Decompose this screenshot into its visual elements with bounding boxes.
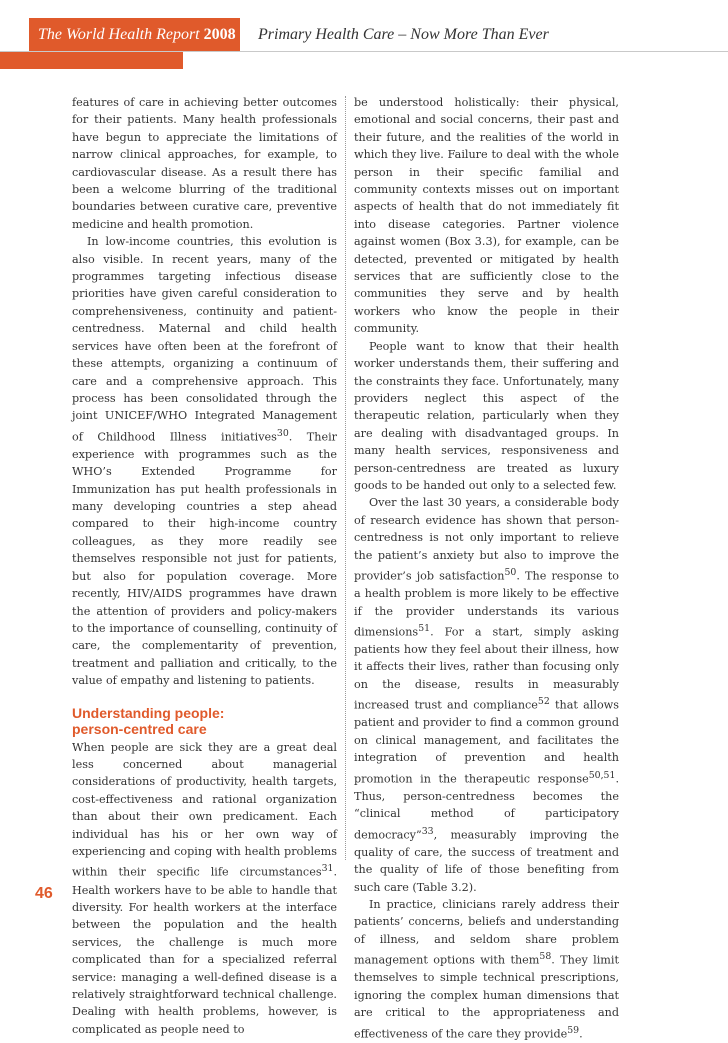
right-column: [354, 94, 619, 1043]
right-paragraph-4-text-c: .: [579, 1027, 583, 1041]
column-divider: [345, 96, 346, 860]
header-accent-bar: [0, 52, 183, 69]
left-paragraph-1: features of care in achieving better outcomes for their patients. Many health professionals have begun to appreciate the limitations of narrow clinical approaches, for example, to cardiovascular disease. As a result there has been a welcome blurring of the traditional boundaries between curative care, preventive medicine and health promotion.: [72, 96, 337, 231]
right-paragraph-3-text-e: . Thus, person-centredness becomes the “clinical method of participatory democracy”: [354, 772, 619, 842]
footnote-ref: 33: [421, 825, 434, 837]
left-paragraph-3-text-b: . Health workers have to be able to handle that diversity. For health workers at the interface between the population and the health services, the challenge is much more complicated than for a specialized referral service: managing a well-defined disease is a relatively straightforward technical challenge. Dealing with health problems, however, is complicated as people need to: [72, 866, 337, 1036]
right-paragraph-4: [354, 896, 619, 1043]
right-paragraph-1: be understood holistically: their physical, emotional and social concerns, their past and their future, and the realities of the world in which they live. Failure to deal with the whole person in their specific familial and community contexts misses out on important aspects of health that do not immediately fit into disease categories. Partner violence against women (Box 3.3), for example, can be detected, prevented or mitigated by health services that are sufficiently close to the communities they serve and by health workers who know the people in their community.: [354, 96, 619, 336]
right-paragraph-3-text-f: , measurably improving the quality of care, the success of treatment and the quality of life of those benefiting from such care (Table 3.2).: [354, 828, 619, 894]
chapter-subtitle: Primary Health Care – Now More Than Ever: [258, 26, 549, 43]
footnote-ref: 58: [539, 951, 552, 963]
right-paragraph-4-text-b: . They limit themselves to simple technical prescriptions, ignoring the complex human dimensions that are critical to the appropriateness and effectiveness of the care they provide: [354, 953, 619, 1041]
footnote-ref: 30: [276, 427, 289, 439]
right-paragraph-3-text-b: . The response to a health problem is more likely to be effective if the provider understands its various dimensions: [354, 569, 619, 639]
section-heading: [72, 705, 337, 737]
footnote-ref: 51: [418, 622, 431, 634]
footnote-ref: 31: [321, 863, 334, 875]
right-paragraph-3-text-a: Over the last 30 years, a considerable body of research evidence has shown that person-centredness is not only important to relieve the patient’s anxiety but also to improve the provider’s job satisfaction: [354, 496, 619, 583]
left-paragraph-2: [72, 233, 337, 689]
right-paragraph-4-text-a: In practice, clinicians rarely address their patients’ concerns, beliefs and understanding of illness, and seldom share problem management options with them: [354, 897, 619, 967]
right-paragraph-3-text-c: . For a start, simply asking patients how they feel about their illness, how it affects their lives, rather than focusing only on the disease, results in measurably increased trust and compliance: [354, 625, 619, 713]
footnote-ref: 52: [537, 696, 550, 708]
section-heading-line-1: Understanding people:: [72, 704, 225, 721]
right-paragraph-3: [354, 494, 619, 896]
page-number: 46: [35, 885, 53, 902]
report-title: The World Health Report: [38, 26, 204, 43]
right-paragraph-2: People want to know that their health worker understands them, their suffering and the constraints they face. Unfortunately, many providers neglect this aspect of the therapeutic relation, particularly when they are dealing with disadvantaged groups. In many health services, responsiveness and person-centredness are treated as luxury goods to be handed out only to a selected few.: [354, 339, 619, 492]
left-paragraph-2-text-b: . Their experience with programmes such as the WHO’s Extended Programme for Immunization has put health professionals in many developing countries a step ahead compared to their high-income country colleagues, as they more readily see themselves responsible not just for patients, but also for population coverage. More recently, HIV/AIDS programmes have drawn the attention of providers and policy-makers to the importance of counselling, continuity of care, the complementarity of prevention, treatment and palliation and critically, to the value of empathy and listening to patients.: [72, 430, 338, 688]
report-year: 2008: [203, 26, 236, 43]
left-column: [72, 94, 337, 1038]
left-paragraph-3-text-a: When people are sick they are a great deal less concerned about managerial considerations of productivity, health targets, cost-effectiveness and rational organization than about their own predicament. Each individual has his or her own way of experiencing and coping with health problems within their specific life circumstances: [72, 740, 337, 880]
footnote-ref: 59: [567, 1024, 580, 1036]
footnote-ref: 50: [504, 566, 517, 578]
footnote-ref: 50,51: [588, 769, 616, 781]
report-title-tab: [29, 18, 240, 52]
section-heading-line-2: person-centred care: [72, 720, 207, 737]
left-paragraph-3: [72, 739, 337, 1039]
left-paragraph-2-text-a: In low-income countries, this evolution is also visible. In recent years, many of the programmes targeting infectious disease priorities have given careful consideration to comprehensiveness, continuity and patient-centredness. Maternal and child health services have often been at the forefront of these attempts, organizing a continuum of care and a comprehensive approach. This process has been consolidated through the joint UNICEF/WHO Integrated Management of Childhood Illness initiatives: [72, 235, 337, 444]
right-paragraph-3-text-d: that allows patient and provider to find a common ground on clinical management, and facilitates the integration of prevention and health promotion in the therapeutic response: [354, 699, 619, 786]
